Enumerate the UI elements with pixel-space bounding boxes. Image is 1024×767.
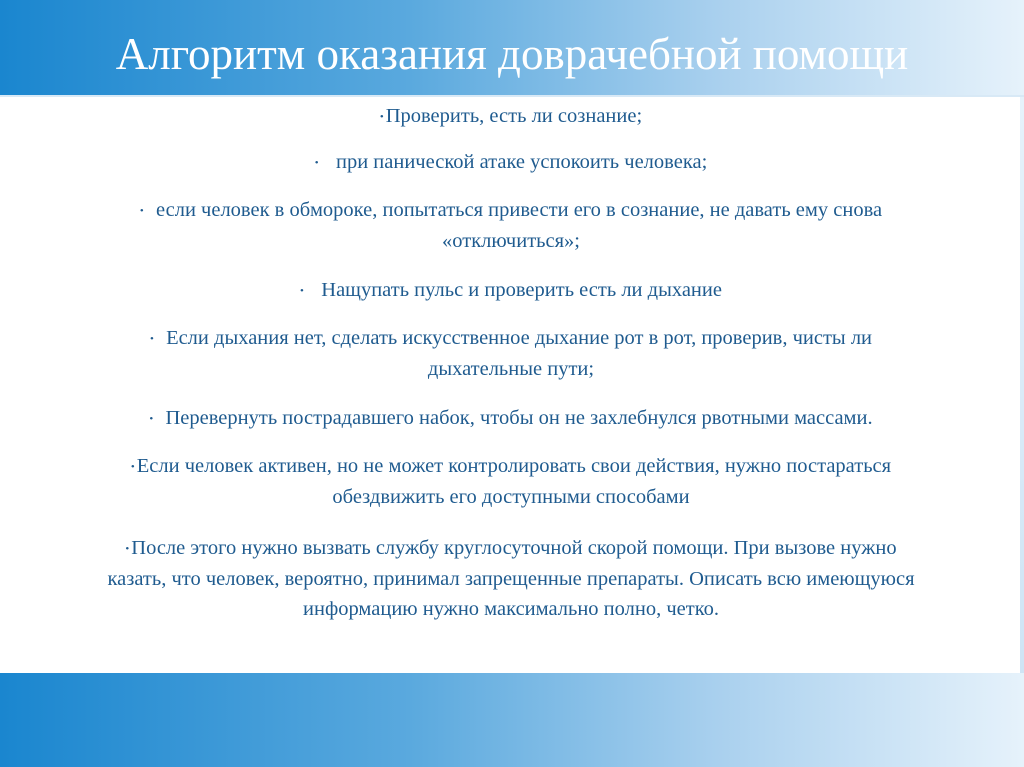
list-item-text: Нащупать пульс и проверить есть ли дыхание (321, 279, 722, 301)
bullet-icon: • (379, 111, 384, 124)
list-item (2, 451, 1020, 512)
list-item (2, 195, 1020, 256)
list-item (2, 403, 1020, 434)
footer-bar (0, 673, 1024, 767)
list-item-text: После этого нужно вызвать службу круглосуточной скорой помощи. При вызове нужно (131, 537, 897, 559)
bullet-icon: • (125, 543, 130, 556)
bullet-icon: • (139, 205, 144, 218)
list-item-text: Если человек активен, но не может контролировать свои действия, нужно постараться (136, 455, 892, 477)
list-item-text: дыхательные пути; (427, 358, 595, 381)
slide-content (2, 97, 1020, 673)
bullet-icon: • (314, 157, 319, 170)
list-item-text: при панической атаке успокоить человека; (335, 151, 708, 173)
bullet-icon: • (149, 413, 154, 426)
list-item-text: если человек в обмороке, попытаться привести его в сознание, не давать ему снова (156, 199, 883, 221)
list-item-text: Перевернуть пострадавшего набок, чтобы он не захлебнулся рвотными массами. (165, 407, 873, 429)
list-item-text: информацию нужно максимально полно, четко. (303, 598, 719, 621)
list-item-text: Если дыхания нет, сделать искусственное дыхание рот в рот, проверив, чисты ли (166, 327, 873, 349)
list-item-text: Проверить, есть ли сознание; (385, 105, 643, 127)
list-item (2, 323, 1020, 384)
list-item-text: обездвижить его доступными способами (332, 486, 690, 509)
list-item (2, 533, 1020, 624)
bullet-icon: • (300, 285, 304, 298)
content-edge (1020, 97, 1024, 673)
list-item (2, 275, 1020, 306)
list-item-text: «отключиться»; (442, 230, 580, 253)
list-item (2, 101, 1020, 132)
list-item (2, 147, 1020, 178)
slide-title: Алгоритм оказания доврачебной помощи (115, 29, 909, 79)
list-item-text: казать, что человек, вероятно, принимал запрещенные препараты. Описать всю имеющуюся (107, 568, 915, 591)
bullet-icon: • (149, 333, 154, 346)
bullet-icon: • (130, 461, 135, 474)
